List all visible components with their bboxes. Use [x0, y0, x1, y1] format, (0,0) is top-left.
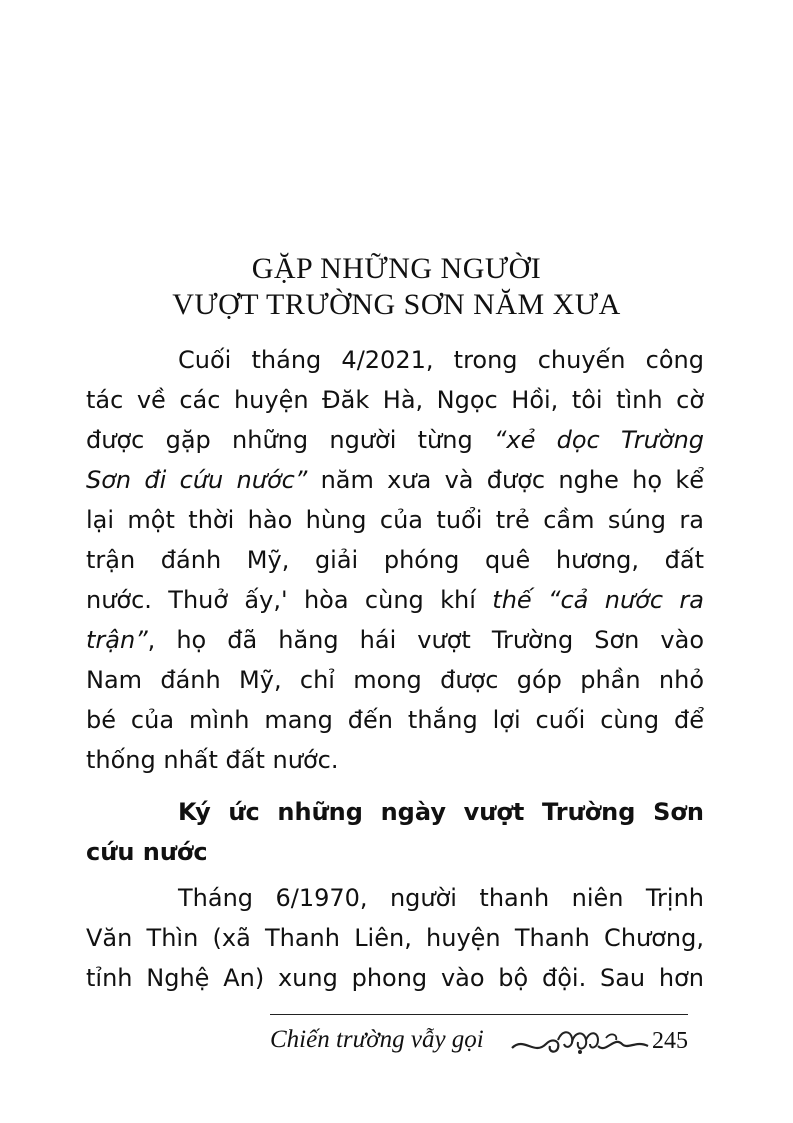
footer-rule — [270, 1014, 688, 1015]
text-line — [86, 420, 704, 460]
text-segment: được gặp những người từng — [86, 426, 494, 454]
chapter-title-line-2: VƯỢT TRƯỜNG SƠN NĂM XƯA — [172, 288, 621, 321]
quote-italic: Sơn đi cứu nước” — [86, 466, 308, 494]
text-line: trận đánh Mỹ, giải phóng quê hương, đất — [86, 546, 704, 574]
text-line: Nam đánh Mỹ, chỉ mong được góp phần nhỏ — [86, 666, 704, 694]
text-line: Cuối tháng 4/2021, trong chuyến công — [178, 346, 704, 374]
text-segment: nước. Thuở ấy,' hòa cùng khí — [86, 586, 493, 614]
text-line: Văn Thìn (xã Thanh Liên, huyện Thanh Chương, — [86, 924, 704, 952]
text-segment: năm xưa và được nghe họ kể — [307, 466, 704, 494]
section-heading-line-2: cứu nước — [86, 838, 208, 866]
text-line: Tháng 6/1970, người thanh niên Trịnh — [178, 884, 704, 912]
page-footer — [270, 1014, 690, 1064]
section-heading-line-1: Ký ức những ngày vượt Trường Sơn — [178, 798, 704, 826]
quote-italic: “xẻ dọc Trường — [493, 426, 704, 454]
paragraph-intro — [86, 340, 704, 780]
quote-italic: trận” — [86, 626, 148, 654]
flourish-ornament-icon — [510, 1022, 650, 1062]
text-line: tỉnh Nghệ An) xung phong vào bộ đội. Sau hơn — [86, 964, 704, 992]
section-heading — [86, 792, 704, 872]
text-line — [86, 460, 704, 500]
footer-book-title: Chiến trường vẫy gọi — [270, 1026, 484, 1053]
quote-italic: thế “cả nước ra — [492, 586, 704, 614]
text-line: lại một thời hào hùng của tuổi trẻ cầm súng ra — [86, 506, 704, 534]
page-number: 245 — [652, 1028, 688, 1054]
text-line: bé của mình mang đến thắng lợi cuối cùng để — [86, 706, 704, 734]
text-line — [86, 580, 704, 620]
paragraph-story — [86, 878, 704, 998]
text-segment: , họ đã hăng hái vượt Trường Sơn vào — [147, 626, 704, 654]
text-line — [86, 620, 704, 660]
text-line: tác về các huyện Đăk Hà, Ngọc Hồi, tôi tình cờ — [86, 386, 704, 414]
chapter-title-line-1: GẶP NHỮNG NGƯỜI — [251, 252, 542, 285]
text-line: thống nhất đất nước. — [86, 746, 339, 774]
